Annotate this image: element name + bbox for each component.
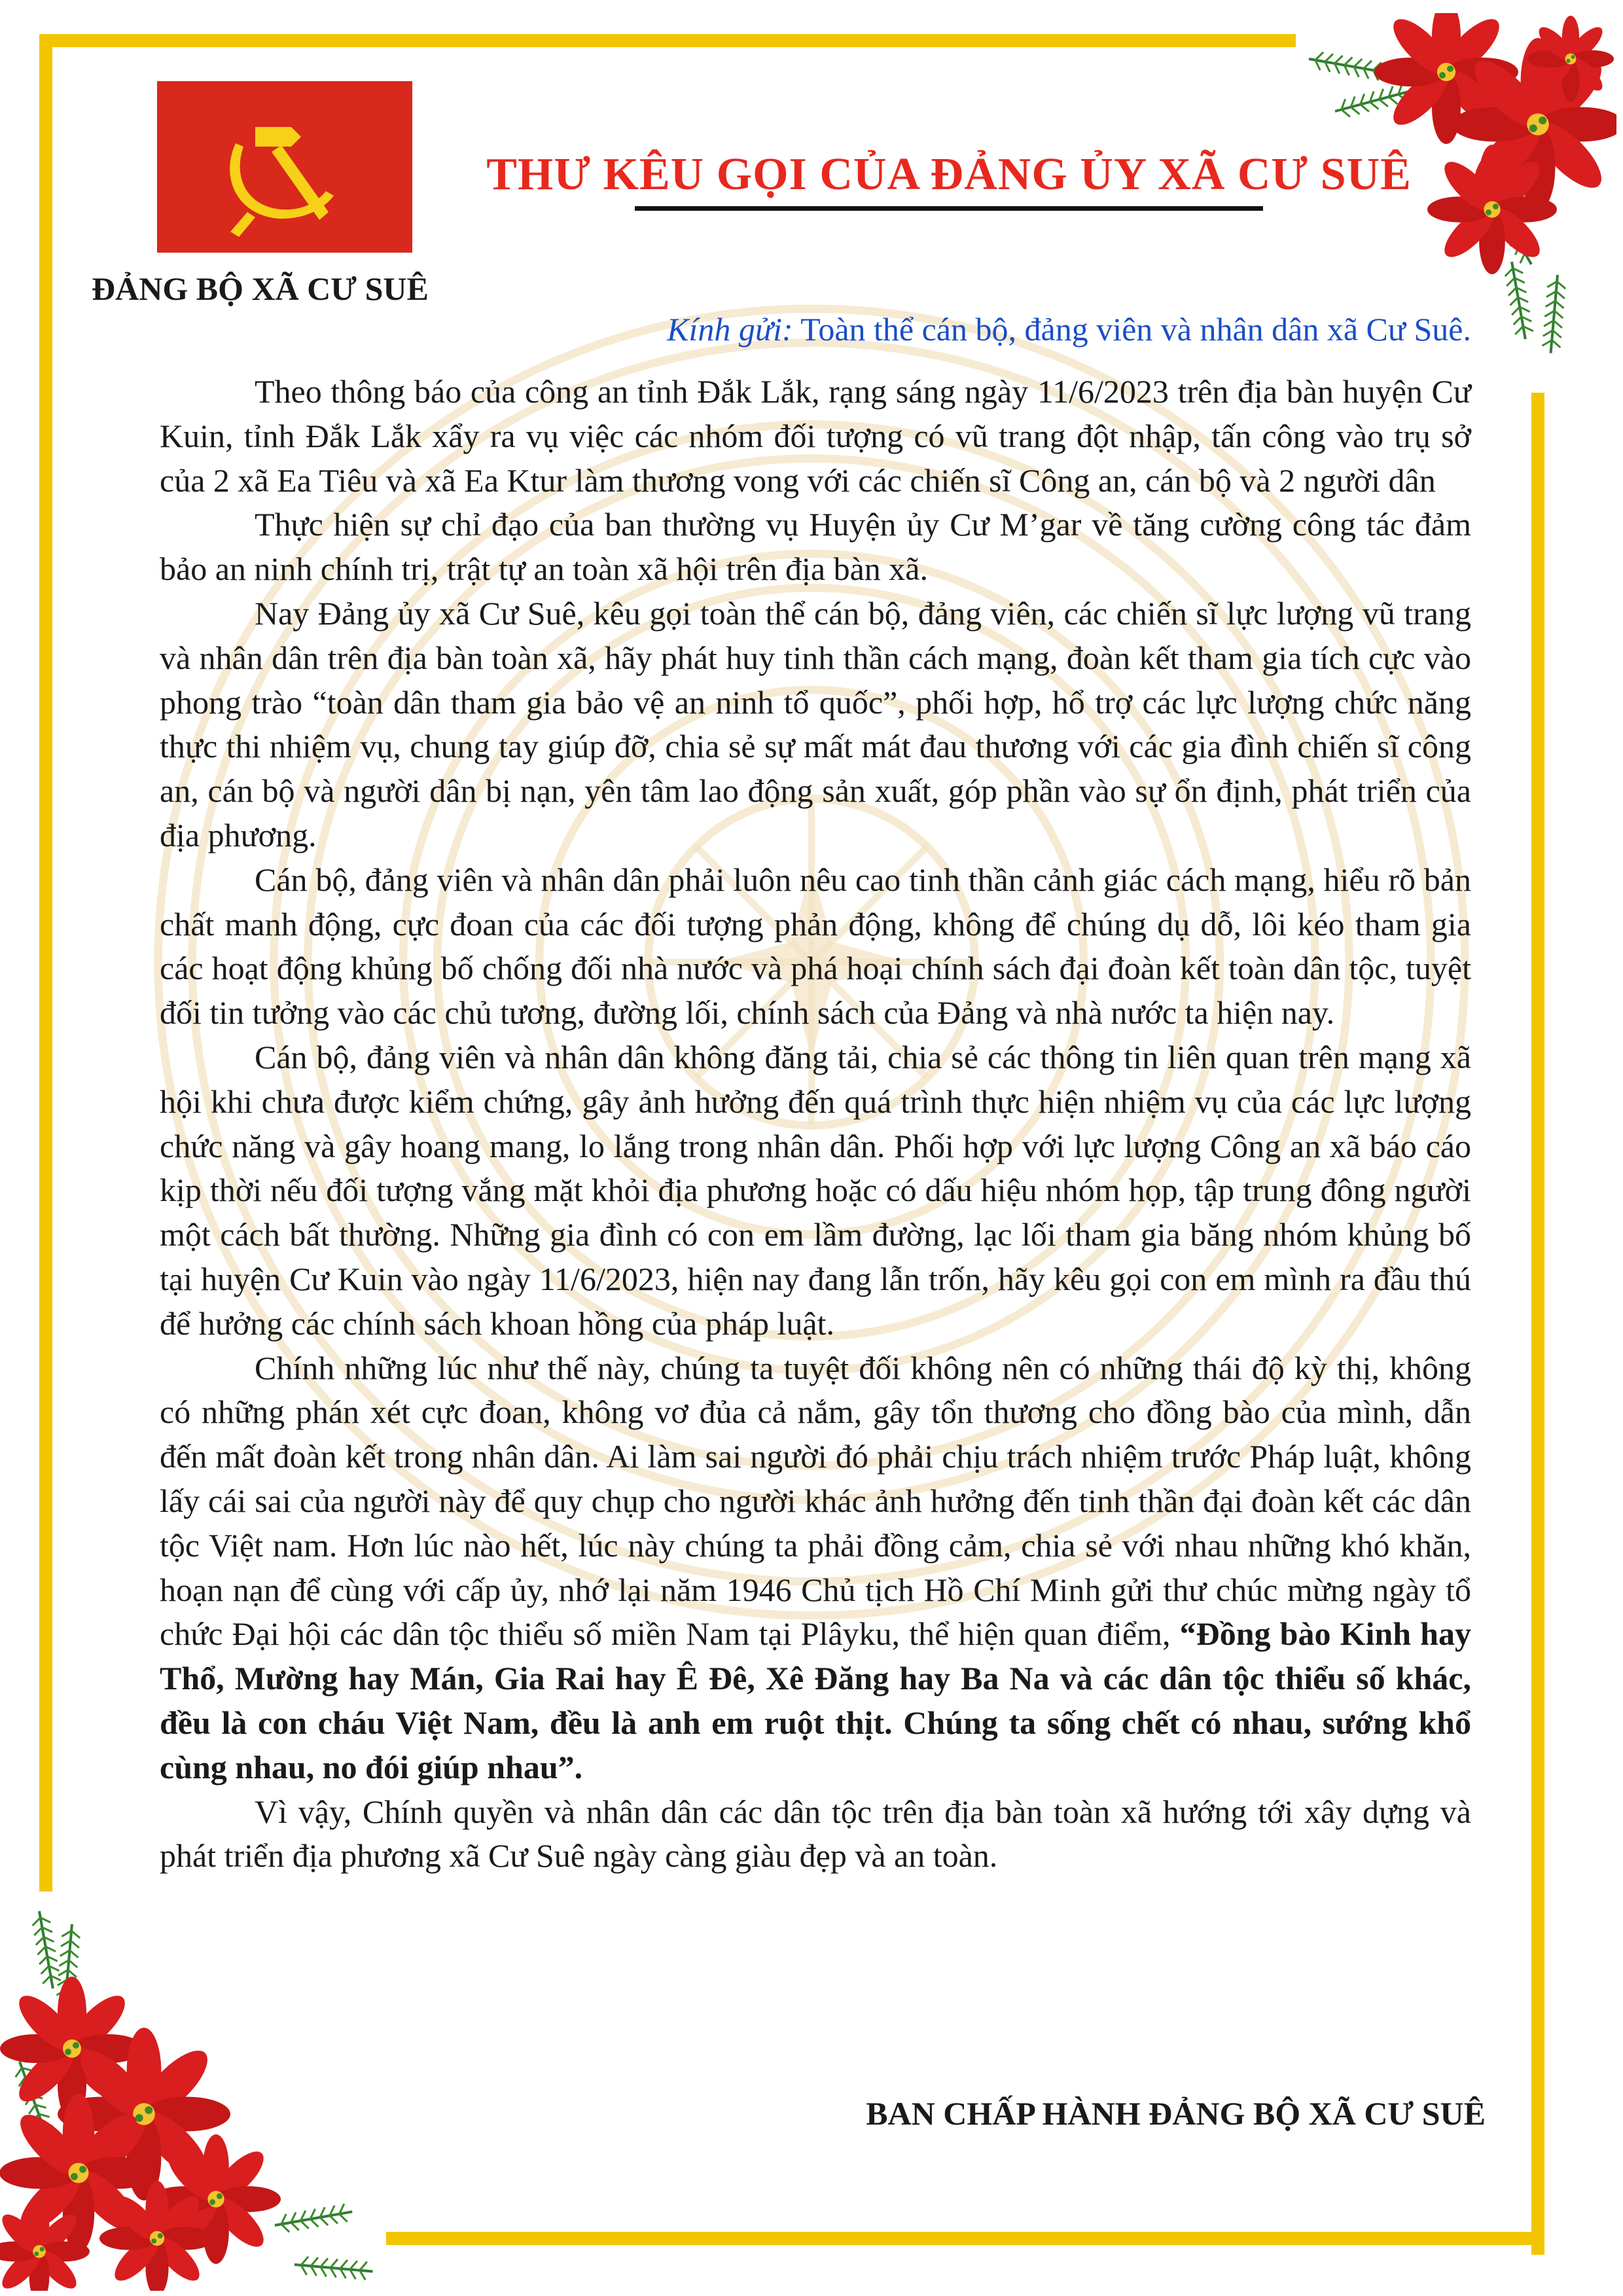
poinsettia-bottom-left-icon — [0, 1898, 419, 2291]
left-gold-border — [39, 39, 52, 1892]
signature-block: BAN CHẤP HÀNH ĐẢNG BỘ XÃ CƯ SUÊ — [866, 2095, 1486, 2132]
top-gold-border — [39, 34, 1296, 47]
paragraph-6 — [160, 1346, 1471, 1790]
salutation-recipients: Toàn thể cán bộ, đảng viên và nhân dân xã Cư Suê. — [793, 311, 1471, 348]
party-flag-icon — [157, 81, 412, 253]
paragraph-4: Cán bộ, đảng viên và nhân dân phải luôn nêu cao tinh thần cảnh giác cách mạng, hiểu rõ bản chất manh động, cực đoan của các đối tượng phản động, không để chúng dụ dỗ, lôi kéo tham gia các hoạt động khủng bố chống đối nhà nước và phá hoại chính sách đại đoàn kết toàn dân tộc, tuyệt đối tin tưởng vào các chủ tương, đường lối, chính sách của Đảng và nhà nước ta hiện nay. — [160, 861, 1471, 1031]
salutation-label: Kính gửi: — [667, 311, 793, 348]
organization-name: ĐẢNG BỘ XÃ CƯ SUÊ — [92, 270, 429, 307]
paragraph-5: Cán bộ, đảng viên và nhân dân không đăng tải, chia sẻ các thông tin liên quan trên mạng xã hội khi chưa được kiểm chứng, gây ảnh hưởng đến quá trình thực hiện nhiệm vụ của các lực lượng chức năng và gây hoang mang, lo lắng trong nhân dân. Phối hợp với lực lượng Công an xã báo cáo kịp thời nếu đối tượng vắng mặt khỏi địa phương hoặc có dấu hiệu nhóm họp, tập trung đông người một cách bất thường. Những gia đình có con em lầm đường, lạc lối tham gia băng nhóm khủng bố tại huyện Cư Kuin vào ngày 11/6/2023, hiện nay đang lẫn trốn, hãy kêu gọi con em mình ra đầu thú để hưởng các chính sách khoan hồng của pháp luật. — [160, 1038, 1471, 1342]
letter-body — [160, 370, 1471, 1878]
paragraph-2: Thực hiện sự chỉ đạo của ban thường vụ Huyện ủy Cư M’gar về tăng cường công tác đảm bảo an ninh chính trị, trật tự an toàn xã hội trên địa bàn xã. — [160, 506, 1471, 588]
title-underline — [635, 206, 1263, 211]
paragraph-3: Nay Đảng ủy xã Cư Suê, kêu gọi toàn thể cán bộ, đảng viên, các chiến sĩ lực lượng vũ trang và nhân dân trên địa bàn toàn xã, hãy phát huy tinh thần cách mạng, đoàn kết tham gia tích cực vào phong trào “toàn dân tham gia bảo vệ an ninh tổ quốc”, phối hợp, hổ trợ các lực lượng chức năng thực thi nhiệm vụ, chung tay giúp đỡ, chia sẻ sự mất mát đau thương với các gia đình chiến sĩ công an, cán bộ và người dân bị nạn, yên tâm lao động sản xuất, góp phần vào sự ổn định, phát triển của địa phương. — [160, 594, 1471, 853]
right-gold-border — [1531, 393, 1544, 2255]
bottom-gold-border — [386, 2232, 1544, 2245]
paragraph-6-intro: Chính những lúc như thế này, chúng ta tuyệt đối không nên có những thái độ kỳ thị, không có những phán xét cực đoan, không vơ đủa cả nắm, gây tổn thương cho đồng bào của mình, dẫn đến mất đoàn kết trong nhân dân. Ai làm sai người đó phải chịu trách nhiệm trước Pháp luật, không lấy cái sai của người này để quy chụp cho người khác ảnh hưởng đến tinh thần đại đoàn kết các dân tộc Việt nam. Hơn lúc nào hết, lúc này chúng ta phải đồng cảm, chia sẻ với nhau những khó khăn, hoạn nạn để cùng với cấp ủy, nhớ lại năm 1946 Chủ tịch Hồ Chí Minh gửi thư chúc mừng ngày tổ chức Đại hội các dân tộc thiểu số miền Nam tại Plâyku, thể hiện quan điểm, — [160, 1349, 1471, 1653]
ho-chi-minh-quote: “Đồng bào Kinh hay Thổ, Mường hay Mán, Gia Rai hay Ê Đê, Xê Đăng hay Ba Na và các dân tộc thiểu số khác, đều là con cháu Việt Nam, đều là anh em ruột thịt. Chúng ta sống chết có nhau, sướng khổ cùng nhau, no đói giúp nhau”. — [160, 1615, 1471, 1785]
paragraph-1: Theo thông báo của công an tỉnh Đắk Lắk, rạng sáng ngày 11/6/2023 trên địa bàn huyện Cư Kuin, tỉnh Đắk Lắk xẩy ra vụ việc các nhóm đối tượng có vũ trang đột nhập, tấn công vào trụ sở của 2 xã Ea Tiêu và xã Ea Ktur làm thương vong với các chiến sĩ Công an, cán bộ và 2 người dân — [160, 373, 1471, 499]
poinsettia-top-right-icon — [1296, 13, 1616, 380]
paragraph-7: Vì vậy, Chính quyền và nhân dân các dân tộc trên địa bàn toàn xã hướng tới xây dựng và phát triển địa phương xã Cư Suê ngày càng giàu đẹp và an toàn. — [160, 1793, 1471, 1874]
page-title: THƯ KÊU GỌI CỦA ĐẢNG ỦY XÃ CƯ SUÊ — [486, 149, 1412, 200]
